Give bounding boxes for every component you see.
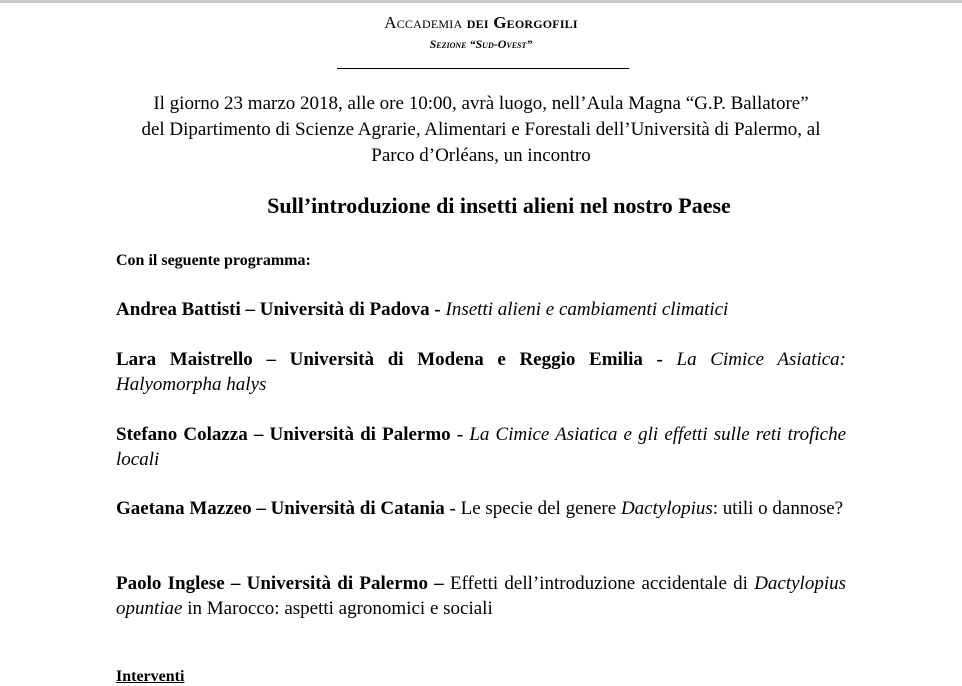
talk-item — [116, 297, 846, 322]
speaker: Lara Maistrello – Università di Modena e Reggio Emilia - — [116, 349, 663, 370]
talk-item — [116, 422, 846, 472]
talk-title-text-end: : utili o dannose? — [712, 498, 844, 519]
talk-title-italic: Dactylopius — [620, 498, 713, 519]
section-subtitle: Sezione “Sud-Ovest” — [429, 37, 533, 51]
talk-title: La Cimice Asiatica: Halyomorpha halys — [116, 349, 847, 395]
talk-title-italic: Dactylopius opuntiae — [116, 573, 847, 619]
speaker: Andrea Battisti – Università di Padova - — [116, 299, 441, 320]
academy-name: Accademia — [384, 13, 463, 32]
academy-surname: Georgofili — [493, 13, 578, 32]
academy-dei: dei — [466, 13, 489, 32]
talk-title-text-end: in Marocco: aspetti agronomici e sociali — [187, 598, 493, 619]
speaker: Gaetana Mazzeo – Università di Catania - — [116, 498, 456, 519]
event-title: Sull’introduzione di insetti alieni nel nostro Paese — [267, 193, 731, 218]
talk-item — [116, 347, 846, 397]
speaker: Stefano Colazza – Università di Palermo - — [116, 424, 464, 445]
talk-title: Insetti alieni e cambiamenti climatici — [445, 299, 729, 320]
talk-item — [116, 571, 846, 621]
talk-title: La Cimice Asiatica e gli effetti sulle reti trofiche locali — [116, 424, 846, 470]
talk-title-text: Effetti dell’introduzione accidentale di — [449, 573, 748, 594]
talk-item — [116, 496, 846, 521]
header-rule — [337, 68, 629, 69]
intro-paragraph: Il giorno 23 marzo 2018, alle ore 10:00, avrà luogo, nell’Aula Magna “G.P. Ballatore” del Dipartimento di Scienze Agrarie, Alimentari e Forestali dell’Università di Palermo, al Parco d’Orléans, un incontro — [141, 93, 821, 166]
academy-header — [0, 13, 962, 33]
program-label: Con il seguente programma: — [116, 252, 311, 269]
speaker: Paolo Inglese – Università di Palermo – — [116, 573, 444, 594]
interventi-label: Interventi — [116, 668, 185, 685]
talk-title-text: Le specie del genere — [460, 498, 617, 519]
